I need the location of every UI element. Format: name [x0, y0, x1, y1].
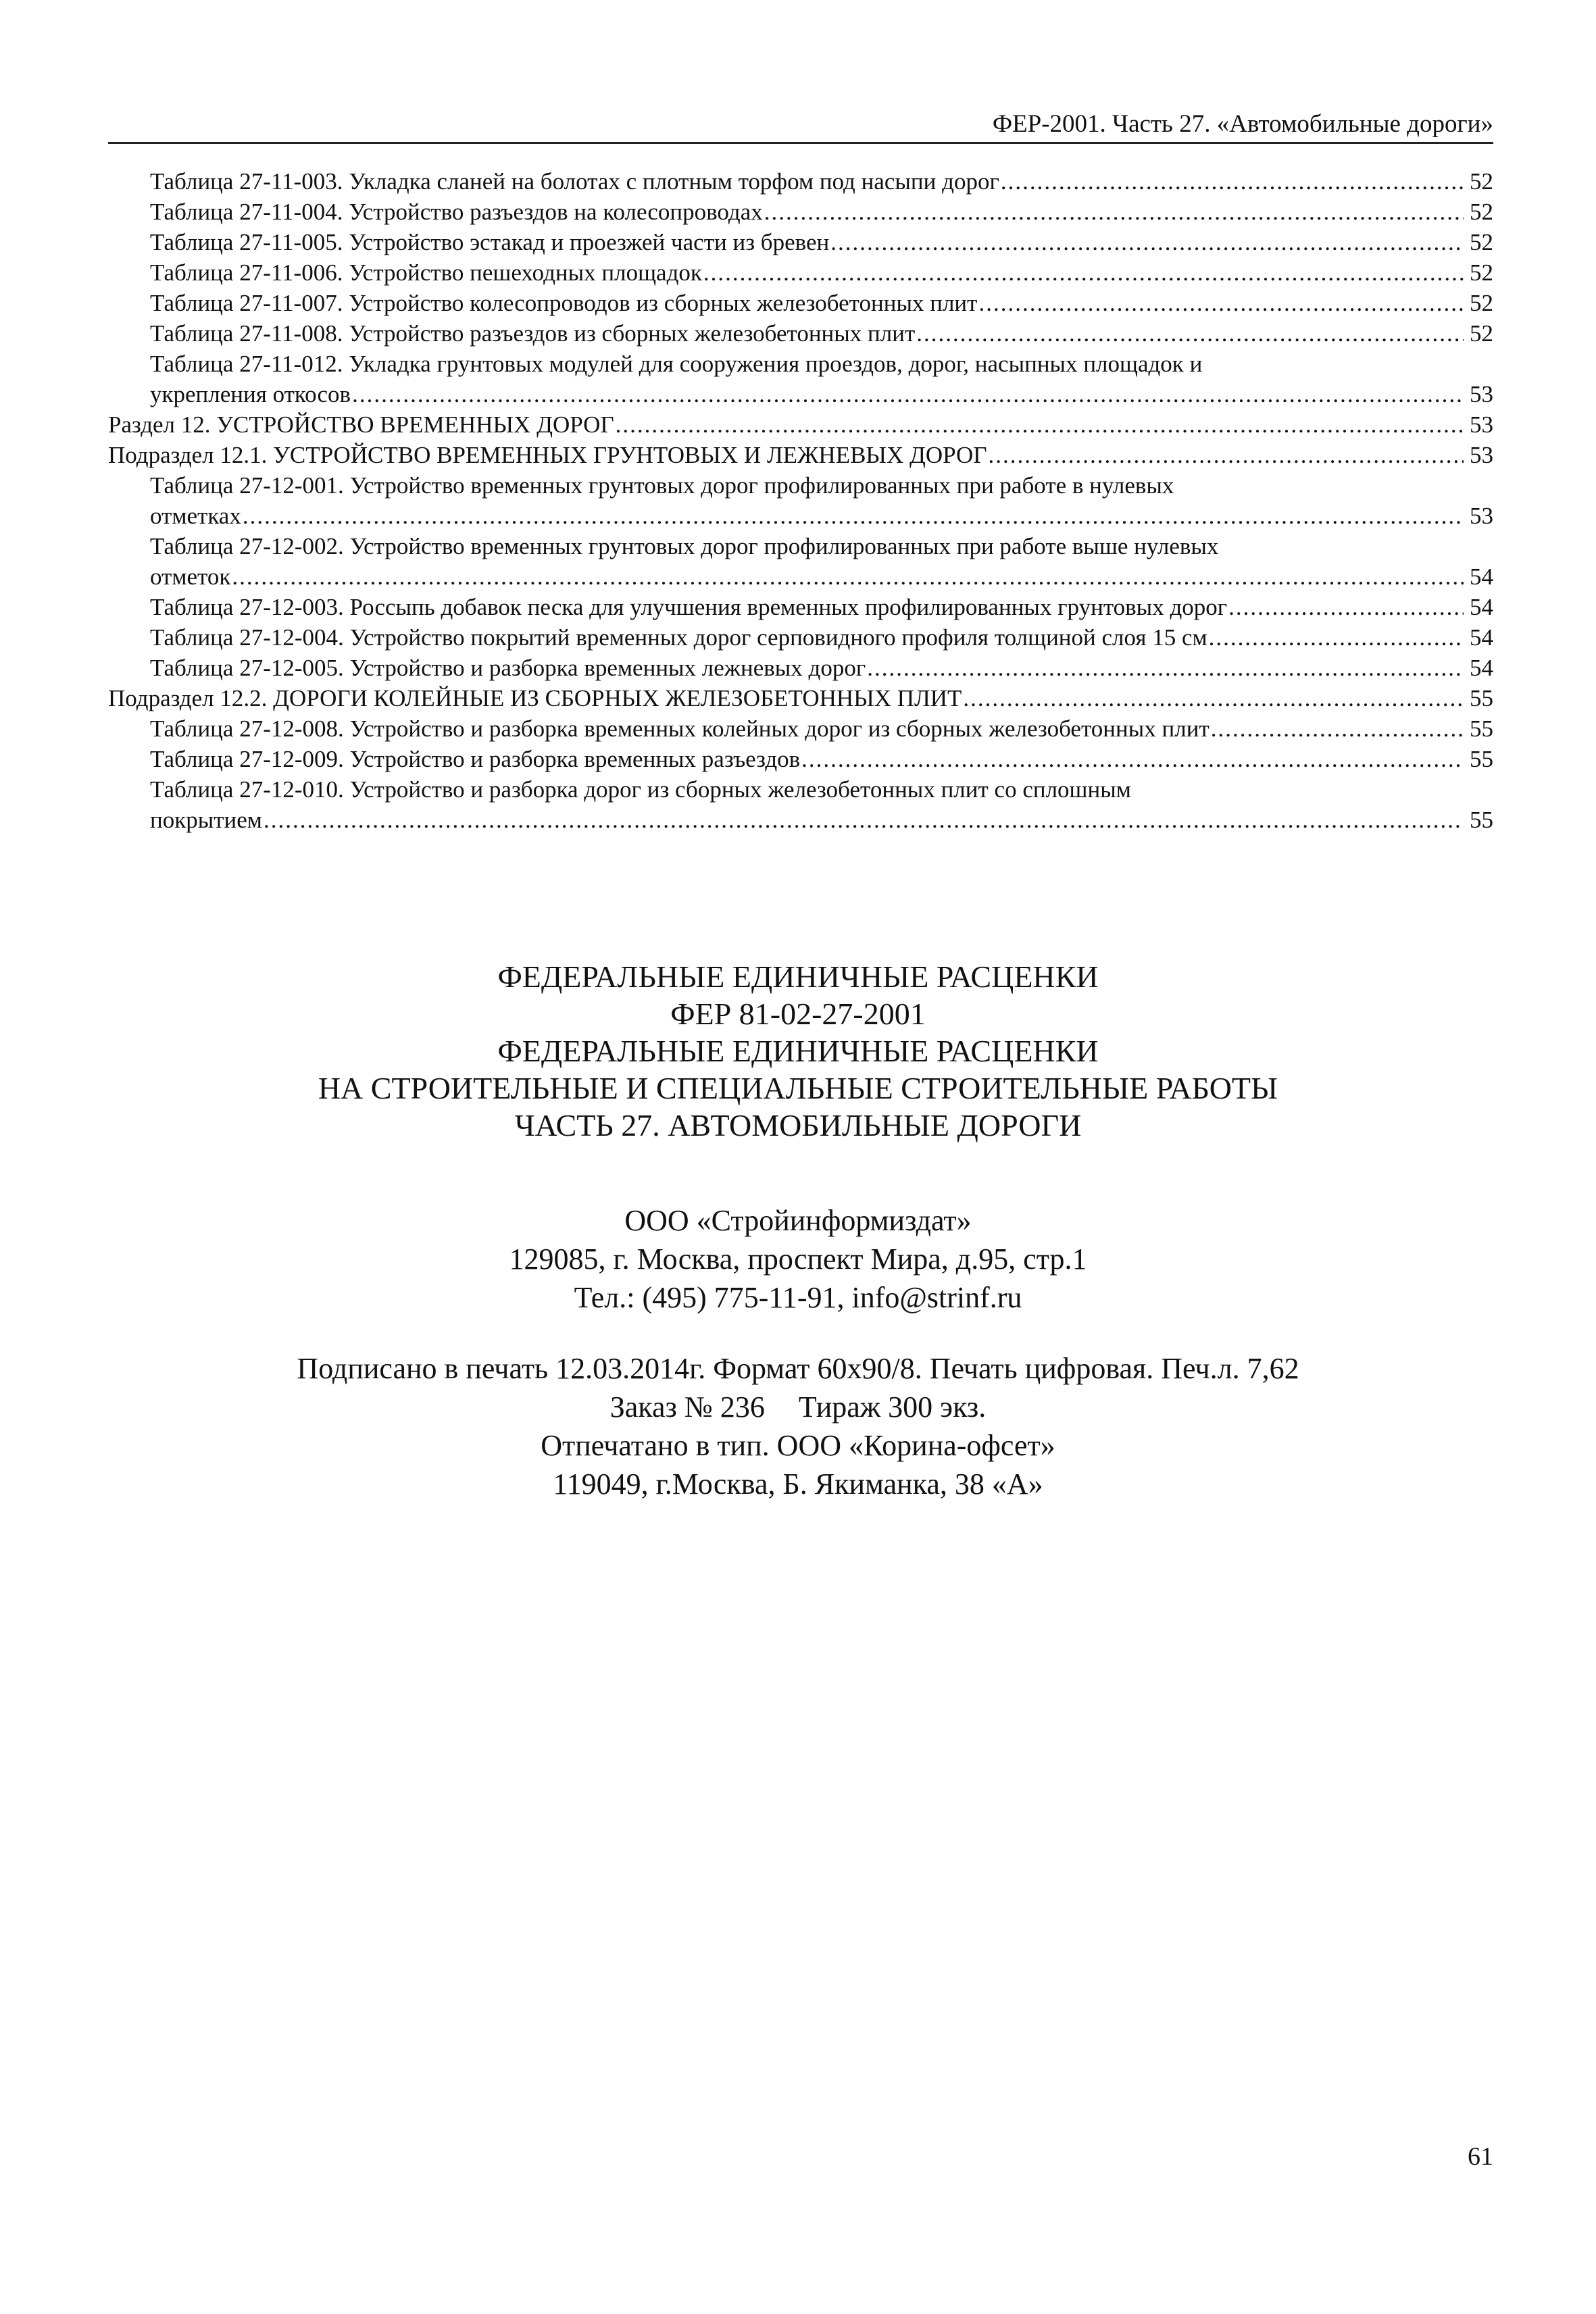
toc-table-entry — [108, 318, 1493, 349]
toc-entry-text: Таблица 27-11-004. Устройство разъездов на колесопроводах — [150, 199, 763, 225]
toc-page-number: 55 — [1470, 807, 1493, 833]
toc-entry-text: Таблица 27-11-005. Устройство эстакад и проезжей части из бревен — [150, 229, 830, 255]
toc-table-entry — [108, 470, 1493, 531]
toc-page-number: 54 — [1470, 563, 1493, 590]
toc-table-entry — [108, 592, 1493, 622]
imprint-signed: Подписано в печать 12.03.2014г. Формат 60х90/8. Печать цифровая. Печ.л. 7,62 — [297, 1352, 1299, 1385]
toc-leader-dots — [763, 197, 1464, 227]
toc-entry-text: Таблица 27-11-012. Укладка грунтовых модулей для сооружения проездов, дорог, насыпных площадок и — [150, 351, 1203, 377]
toc-leader-dots — [230, 561, 1464, 592]
toc-entry-text: Таблица 27-12-008. Устройство и разборка временных колейных дорог из сборных железобетонных плит — [150, 715, 1210, 742]
imprint-circulation: Тираж 300 экз. — [798, 1390, 987, 1424]
toc-entry-text: Раздел 12. УСТРОЙСТВО ВРЕМЕННЫХ ДОРОГ — [108, 411, 614, 438]
toc-page-number: 52 — [1470, 229, 1493, 255]
publisher-contact: Тел.: (495) 775-11-91, info@strinf.ru — [574, 1281, 1022, 1314]
toc-leader-dots — [702, 257, 1464, 288]
toc-leader-dots — [829, 227, 1464, 257]
toc-entry-text: Таблица 27-12-001. Устройство временных грунтовых дорог профилированных при работе в нулевых — [150, 472, 1174, 499]
toc-entry-text: Подраздел 12.2. ДОРОГИ КОЛЕЙНЫЕ ИЗ СБОРНЫХ ЖЕЛЕЗОБЕТОННЫХ ПЛИТ — [108, 685, 962, 711]
toc-section-entry — [108, 409, 1493, 440]
toc-entry-text: Таблица 27-12-002. Устройство временных грунтовых дорог профилированных при работе выше нулевых — [150, 533, 1219, 559]
imprint-printer-address: 119049, г.Москва, Б. Якиманка, 38 «А» — [553, 1467, 1043, 1501]
toc-leader-dots — [987, 440, 1464, 470]
toc-leader-dots — [1227, 592, 1464, 622]
toc-table-entry — [108, 713, 1493, 744]
toc-leader-dots — [262, 805, 1464, 835]
toc-table-entry — [108, 774, 1493, 835]
imprint-block — [0, 1349, 1596, 1503]
toc-table-entry — [108, 653, 1493, 683]
toc-table-entry — [108, 349, 1493, 409]
toc-table-entry — [108, 166, 1493, 197]
toc-table-entry — [108, 622, 1493, 653]
toc-leader-dots — [999, 166, 1464, 197]
toc-table-entry — [108, 257, 1493, 288]
title-block — [0, 958, 1596, 1144]
toc-entry-text: Таблица 27-12-010. Устройство и разборка дорог из сборных железобетонных плит со сплошным — [150, 776, 1131, 803]
toc-leader-dots — [241, 501, 1464, 531]
toc-leader-dots — [915, 318, 1464, 349]
toc-leader-dots — [800, 744, 1464, 774]
imprint-order-line — [0, 1388, 1596, 1426]
toc-leader-dots — [1210, 713, 1464, 744]
publisher-name: ООО «Стройинформиздат» — [624, 1204, 972, 1237]
toc-page-number: 54 — [1470, 655, 1493, 681]
toc-table-entry — [108, 227, 1493, 257]
toc-entry-text: Таблица 27-11-008. Устройство разъездов из сборных железобетонных плит — [150, 320, 916, 347]
toc-page-number: 52 — [1470, 259, 1493, 286]
toc-leader-dots — [351, 379, 1464, 409]
running-header: ФЕР-2001. Часть 27. «Автомобильные дороги» — [108, 108, 1493, 144]
toc-page-number: 52 — [1470, 290, 1493, 316]
toc-entry-text: Подраздел 12.1. УСТРОЙСТВО ВРЕМЕННЫХ ГРУНТОВЫХ И ЛЕЖНЕВЫХ ДОРОГ — [108, 442, 987, 468]
toc-entry-text: укрепления откосов — [150, 381, 351, 407]
toc-leader-dots — [977, 288, 1464, 318]
toc-table-entry — [108, 744, 1493, 774]
toc-leader-dots — [1207, 622, 1464, 653]
toc-leader-dots — [962, 683, 1464, 713]
title-line: ФЕДЕРАЛЬНЫЕ ЕДИНИЧНЫЕ РАСЦЕНКИ — [497, 959, 1099, 994]
title-line: ФЕДЕРАЛЬНЫЕ ЕДИНИЧНЫЕ РАСЦЕНКИ — [497, 1034, 1099, 1068]
toc-table-entry — [108, 531, 1493, 592]
toc-entry-text: Таблица 27-12-005. Устройство и разборка временных лежневых дорог — [150, 655, 866, 681]
publisher-block — [0, 1201, 1596, 1317]
toc-page-number: 54 — [1470, 594, 1493, 620]
publisher-address: 129085, г. Москва, проспект Мира, д.95, стр.1 — [509, 1242, 1087, 1276]
toc-page-number: 55 — [1470, 685, 1493, 711]
toc-entry-text: покрытием — [150, 807, 262, 833]
toc-page-number: 53 — [1470, 411, 1493, 438]
imprint-order: Заказ № 236 — [609, 1390, 765, 1424]
toc-section-entry — [108, 683, 1493, 713]
title-line: ФЕР 81-02-27-2001 — [670, 997, 926, 1031]
toc-page-number: 52 — [1470, 199, 1493, 225]
title-line: ЧАСТЬ 27. АВТОМОБИЛЬНЫЕ ДОРОГИ — [514, 1108, 1082, 1142]
toc-table-entry — [108, 197, 1493, 227]
page-number: 61 — [1468, 2142, 1493, 2171]
toc-page-number: 53 — [1470, 381, 1493, 407]
toc-leader-dots — [614, 409, 1464, 440]
toc-entry-text: Таблица 27-11-006. Устройство пешеходных площадок — [150, 259, 702, 286]
toc-leader-dots — [866, 653, 1464, 683]
toc-page-number: 55 — [1470, 746, 1493, 772]
toc-page-number: 52 — [1470, 320, 1493, 347]
toc-entry-text: отметках — [150, 503, 241, 529]
toc-entry-text: Таблица 27-11-007. Устройство колесопроводов из сборных железобетонных плит — [150, 290, 978, 316]
toc-entry-text: Таблица 27-12-009. Устройство и разборка временных разъездов — [150, 746, 801, 772]
imprint-printer: Отпечатано в тип. ООО «Корина-офсет» — [541, 1429, 1055, 1462]
toc-section-entry — [108, 440, 1493, 470]
toc-table-entry — [108, 288, 1493, 318]
toc-entry-text: Таблица 27-12-003. Россыпь добавок песка для улучшения временных профилированных грунтовых дорог — [150, 594, 1228, 620]
toc-entry-text: отметок — [150, 563, 231, 590]
toc-entry-text: Таблица 27-11-003. Укладка сланей на болотах с плотным торфом под насыпи дорог — [150, 168, 999, 195]
title-line: НА СТРОИТЕЛЬНЫЕ И СПЕЦИАЛЬНЫЕ СТРОИТЕЛЬНЫЕ РАБОТЫ — [318, 1071, 1278, 1105]
table-of-contents — [108, 166, 1493, 835]
toc-page-number: 53 — [1470, 442, 1493, 468]
toc-page-number: 52 — [1470, 168, 1493, 195]
toc-page-number: 53 — [1470, 503, 1493, 529]
toc-page-number: 55 — [1470, 715, 1493, 742]
toc-page-number: 54 — [1470, 624, 1493, 651]
toc-entry-text: Таблица 27-12-004. Устройство покрытий временных дорог серповидного профиля толщиной слоя 15 см — [150, 624, 1207, 651]
